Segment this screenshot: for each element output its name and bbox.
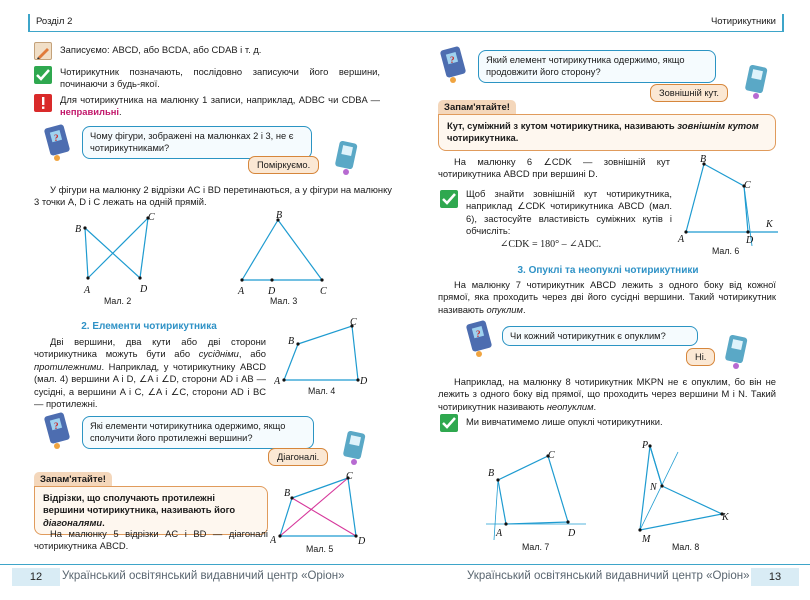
publisher-right: Український освітянський видавничий центр «Оріон» — [467, 570, 750, 582]
robot-icon — [44, 410, 74, 453]
robot-icon — [44, 122, 74, 165]
check-icon — [440, 414, 458, 432]
chapter-title: Чотирикутники — [710, 16, 776, 27]
svg-text:A: A — [238, 286, 245, 297]
header-left — [28, 14, 406, 32]
section-title-convex: 3. Опуклі та неопуклі чотирикутники — [517, 265, 699, 276]
check-icon — [34, 66, 52, 84]
caption-figure-6: Мал. 6 — [712, 246, 740, 256]
figure-7 — [476, 440, 594, 546]
paragraph-nonconvex: Наприклад, на малюнку 8 чотирикутник MKPN не є опуклим, бо він не лежить з одного боку від прямої, що проходить через вершини M і N. Такий чотирикутник називають неопуклим. — [438, 376, 776, 412]
svg-text:C: C — [548, 450, 555, 461]
robot-icon — [332, 140, 360, 179]
answer-bubble-4: Ні. — [686, 348, 715, 366]
note-rule: Чотирикутник позначають, послідовно записуючи його вершини, починаючи з будь-якої. — [60, 66, 380, 90]
note-convex-only: Ми вивчатимемо лише опуклі чотирикутники. — [466, 416, 663, 427]
caption-figure-2: Мал. 2 — [104, 296, 132, 306]
figure-5 — [270, 470, 380, 550]
note-exterior-angle: Щоб знайти зовнішній кут чотирикутника, наприклад ∠CDK чотирикутника ABCD (мал. 6), застосуйте властивість суміжних кутів і обчисліть: — [466, 188, 672, 237]
svg-text:D: D — [568, 528, 576, 539]
figure-8 — [634, 436, 754, 546]
figure-6 — [676, 152, 786, 248]
remember-box-2: Кут, суміжний з кутом чотирикутника, називають зовнішнім кутом чотирикутника. — [438, 114, 776, 151]
svg-text:D: D — [360, 376, 368, 387]
svg-text:A: A — [84, 285, 91, 296]
robot-icon — [440, 44, 470, 87]
svg-text:D: D — [746, 235, 754, 246]
formula-exterior-angle: ∠CDK = 180° – ∠ADC. — [500, 239, 602, 250]
svg-text:C: C — [148, 212, 155, 223]
paragraph-elements: Дві вершини, два кути або дві сторони чотирикутника можуть бути або сусідніми, або протилежними. Наприклад, у чотирикутнику ABCD (мал. 4) вершини A і D, ∠A і ∠D, сторони AD і AB — сусідні, а вершини A і C, ∠A і ∠C, сторони AD і BC — протилежні. — [34, 336, 266, 410]
figure-3 — [228, 210, 338, 300]
pencil-icon — [34, 42, 52, 60]
svg-text:?: ? — [476, 329, 481, 339]
caption-figure-3: Мал. 3 — [270, 296, 298, 306]
svg-text:C: C — [346, 471, 353, 482]
svg-text:B: B — [276, 210, 283, 221]
section-label: Розділ 2 — [36, 16, 73, 27]
caption-figure-5: Мал. 5 — [306, 544, 334, 554]
paragraph-convex: На малюнку 7 чотирикутник ABCD лежить з одного боку від кожної прямої, яка проходить через дві його сусідні вершини. Такий чотирикутник називають опуклим. — [438, 279, 776, 315]
remember-box-1: Відрізки, що сполучають протилежні вершини чотирикутника, називають його діагоналями. — [34, 486, 268, 535]
svg-text:K: K — [722, 512, 729, 523]
svg-text:A: A — [678, 234, 685, 245]
paragraph-explanation: У фігури на малюнку 2 відрізки AC і BD перетинаються, а у фігури на малюнку 3 точки A, D і C лежать на одній прямій. — [34, 184, 392, 208]
question-bubble-3: Який елемент чотирикутника одержимо, якщо продовжити його сторону? — [478, 50, 716, 83]
svg-text:A: A — [496, 528, 503, 539]
robot-icon — [742, 64, 770, 103]
warning-icon — [34, 94, 52, 112]
svg-text:C: C — [744, 180, 751, 191]
note-notation: Записуємо: ABCD, або BCDA, або CDAB і т. д. — [60, 44, 262, 55]
section-title-elements: 2. Елементи чотирикутника — [81, 321, 217, 332]
svg-text:B: B — [288, 336, 295, 347]
caption-figure-7: Мал. 7 — [522, 542, 550, 552]
remember-label-1: Запам'ятайте! — [34, 472, 112, 489]
svg-text:?: ? — [54, 421, 59, 431]
robot-icon — [722, 334, 750, 373]
footer-right — [405, 564, 810, 586]
svg-text:D: D — [268, 286, 276, 297]
note-wrong: Для чотирикутника на малюнку 1 записи, наприклад, ADBC чи CDBA — неправильні. — [60, 94, 380, 118]
svg-text:B: B — [700, 154, 707, 165]
caption-figure-8: Мал. 8 — [672, 542, 700, 552]
robot-icon — [466, 318, 496, 361]
paragraph-diagonals: На малюнку 5 відрізки AC і BD — діагоналі чотирикутника ABCD. — [34, 528, 268, 552]
figure-2 — [60, 206, 180, 300]
svg-text:B: B — [284, 488, 291, 499]
footer-left — [0, 564, 405, 586]
svg-text:B: B — [75, 224, 82, 235]
caption-figure-4: Мал. 4 — [308, 386, 336, 396]
svg-text:B: B — [488, 468, 495, 479]
answer-bubble-1: Поміркуємо. — [248, 156, 319, 174]
svg-text:?: ? — [450, 55, 455, 65]
svg-text:D: D — [140, 284, 148, 295]
question-bubble-2: Які елементи чотирикутника одержимо, якщо сполучити його протилежні вершини? — [82, 416, 314, 449]
svg-text:?: ? — [54, 133, 59, 143]
publisher-left: Український освітянський видавничий центр «Оріон» — [62, 570, 345, 582]
page-number-right: 13 — [751, 568, 799, 586]
question-bubble-1: Чому фігури, зображені на малюнках 2 і 3, не є чотирикутниками? — [82, 126, 312, 159]
svg-text:A: A — [274, 376, 281, 387]
svg-text:C: C — [320, 286, 327, 297]
remember-label-2: Запам'ятайте! — [438, 100, 516, 117]
figure-4 — [274, 314, 384, 396]
svg-text:C: C — [350, 317, 357, 328]
svg-text:K: K — [766, 219, 773, 230]
robot-icon — [340, 430, 368, 469]
svg-text:N: N — [650, 482, 657, 493]
svg-text:D: D — [358, 536, 366, 547]
answer-bubble-3: Зовнішній кут. — [650, 84, 728, 102]
svg-text:A: A — [270, 535, 277, 546]
svg-text:M: M — [642, 534, 651, 545]
header-right — [404, 14, 784, 32]
question-bubble-4: Чи кожний чотирикутник є опуклим? — [502, 326, 698, 346]
answer-bubble-2: Діагоналі. — [268, 448, 328, 466]
paragraph-exterior-angle: На малюнку 6 ∠CDK — зовнішній кут чотирикутника ABCD при вершині D. — [438, 156, 670, 180]
check-icon — [440, 190, 458, 208]
svg-text:P: P — [642, 440, 649, 451]
page-number-left: 12 — [12, 568, 60, 586]
